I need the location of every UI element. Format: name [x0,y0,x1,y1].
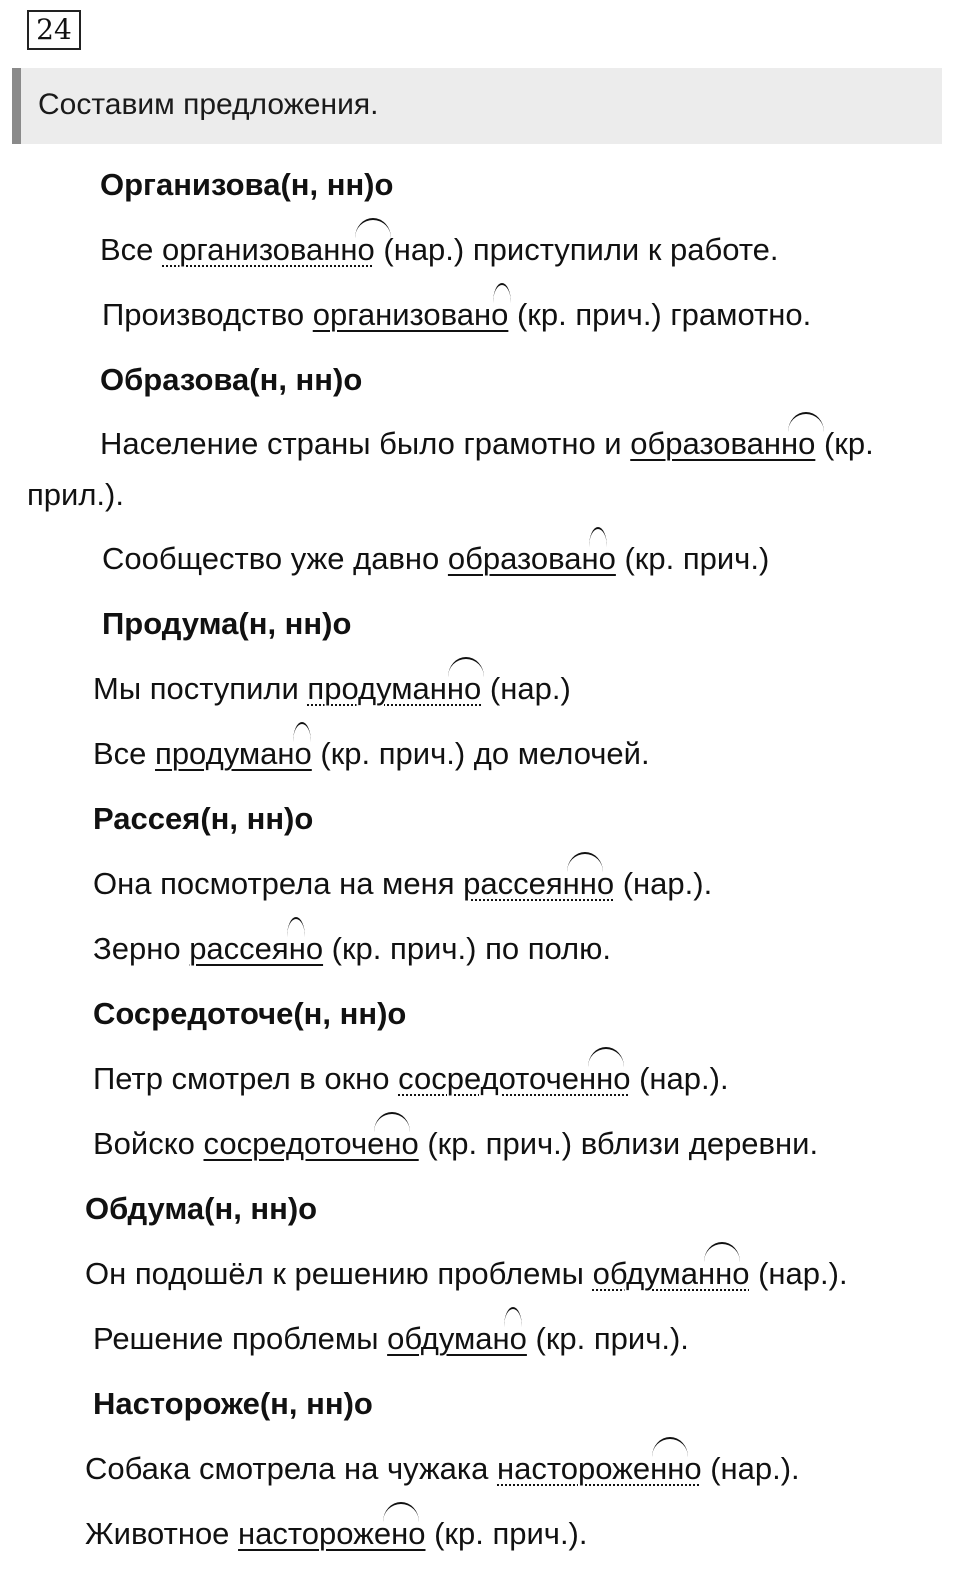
suffix-arc-mark [504,1307,522,1327]
sentence [93,1124,818,1164]
suffix-arc-mark [293,722,311,742]
suffix-arc-mark [589,527,607,547]
adjective-word: образованно [630,424,815,464]
sentence-continuation: прил.). [27,477,124,512]
sentence [93,734,650,774]
suffix-arc-mark [287,917,305,937]
suffix-arc-mark [383,1502,419,1522]
instruction-text: Составим предложения. [38,88,379,121]
sentence-text: (нар.). [701,1451,800,1486]
suffix-arc-mark [788,412,824,432]
adverb-word: организованно [162,230,375,270]
sentence [102,295,811,335]
group-heading: Сосредоточе(н, нн)о [93,996,407,1031]
sentence [102,539,769,579]
sentence-text: Он подошёл к решению проблемы [85,1256,593,1291]
sentence-text: (кр. прич.) грамотно. [508,297,812,332]
sentence [93,1059,729,1099]
suffix-arc-mark [448,657,484,677]
sentence [100,230,779,270]
sentence-text: Все [100,232,163,267]
group-heading: Организова(н, нн)о [100,167,394,202]
participle-word: обдумано [387,1319,527,1359]
participle-word: образовано [448,539,616,579]
sentence-text: Население страны было грамотно и [100,426,631,461]
sentence-text: Решение проблемы [93,1321,388,1356]
adverb-word: продуманно [307,669,481,709]
suffix-arc-mark [652,1437,688,1457]
group-heading: Обдума(н, нн)о [85,1191,318,1226]
sentence-text: (нар.). [614,866,713,901]
sentence-text: (кр. прич.) по полю. [323,931,612,966]
suffix-arc-mark [493,283,511,303]
sentence-text: Собака смотрела на чужака [85,1451,498,1486]
suffix-arc-mark [567,852,603,872]
instruction-bar [12,68,942,144]
adverb-word: настороженно [497,1449,702,1489]
group-heading: Настороже(н, нн)о [93,1386,373,1421]
participle-word: организовано [313,295,509,335]
sentence-text: (кр. [815,426,874,461]
participle-word: сосредоточено [204,1124,419,1164]
sentence-text: Она посмотрела на меня [93,866,464,901]
suffix-arc-mark [374,1112,410,1132]
sentence-text: (кр. прич.) [615,541,770,576]
sentence-text: Все [93,736,156,771]
sentence-text: Зерно [93,931,190,966]
sentence-text: (нар.) [481,671,571,706]
adverb-word: рассеянно [463,864,614,904]
sentence-text: (кр. прич.) до мелочей. [311,736,650,771]
group-heading: Рассея(н, нн)о [93,801,314,836]
sentence [93,864,712,904]
sentence [93,1319,689,1359]
sentence [93,929,611,969]
sentence [85,1449,800,1489]
sentence-text: Войско [93,1126,204,1161]
participle-word: рассеяно [189,929,323,969]
sentence-text: (нар.). [630,1061,729,1096]
sentence-text: (нар.) приступили к работе. [374,232,779,267]
group-heading: Продума(н, нн)о [102,606,352,641]
suffix-arc-mark [704,1242,740,1262]
participle-word: насторожено [238,1514,425,1554]
sentence-text: Мы поступили [93,671,308,706]
sentence-text: (кр. прич.). [425,1516,588,1551]
sentence [85,1254,848,1294]
task-number-box [27,10,81,50]
sentence-text: Сообщество уже давно [102,541,448,576]
sentence [100,424,874,464]
adverb-word: сосредоточенно [398,1059,630,1099]
sentence-text: (нар.). [749,1256,848,1291]
group-heading: Образова(н, нн)о [100,362,363,397]
participle-word: продумано [155,734,312,774]
sentence [93,669,571,709]
sentence [85,1514,588,1554]
sentence-text: (кр. прич.) вблизи деревни. [418,1126,819,1161]
suffix-arc-mark [355,218,391,238]
sentence-text: Петр смотрел в окно [93,1061,399,1096]
sentence-text: Животное [85,1516,239,1551]
task-number: 24 [36,13,72,46]
sentence-text: (кр. прич.). [526,1321,689,1356]
suffix-arc-mark [588,1047,624,1067]
sentence-text: Производство [102,297,313,332]
adverb-word: обдуманно [593,1254,750,1294]
